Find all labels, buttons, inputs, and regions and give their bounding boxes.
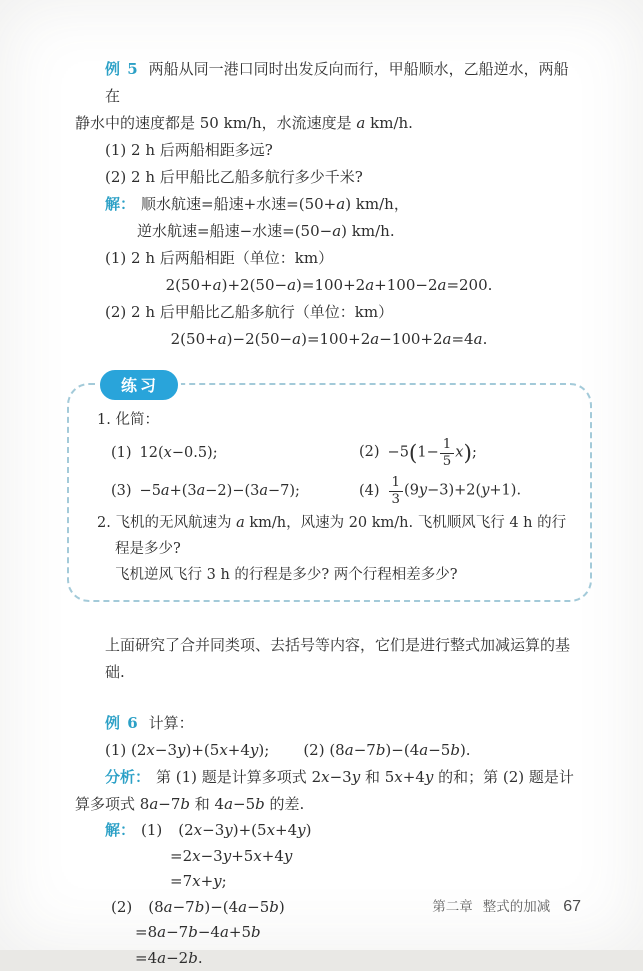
example6-section (75, 710, 583, 971)
practice-q2-line1: 2. 飞机的无风航速为 a km/h，风速为 20 km/h. 飞机顺风飞行 4 h 的行程是多少? (97, 515, 567, 558)
fraction-one-third: $\frac{1}{3}$ (389, 476, 403, 506)
example6-title: 计算： (148, 714, 194, 733)
example5-part2-title: (2) 2 h 后甲船比乙船多航行（单位：km） (105, 303, 394, 321)
example6-sol1-step2: =7x+y; (170, 872, 227, 891)
example6-sol1-head: 解： (1) (2x−3y)+(5x+4y) (105, 821, 312, 840)
example6-label: 例 6 (105, 714, 139, 733)
footer-section: 整式的加减 (482, 899, 551, 914)
practice-q1-items (111, 438, 576, 506)
solve-label-2: 解： (105, 821, 136, 840)
example5-part1-equation: 2(50+a)+2(50−a)=100+2a+100−2a=200. (165, 276, 493, 294)
example5-intro (75, 56, 583, 110)
footer-page-number: 67 (563, 898, 581, 915)
big-paren-close: ) (463, 440, 472, 466)
example5-section (75, 56, 583, 353)
example6-problem1: (1) (2x−3y)+(5x+4y); (105, 741, 270, 760)
practice-box (67, 378, 592, 602)
example6-analysis-line2: 算多项式 8a−7b 和 4a−5b 的差. (75, 795, 305, 814)
example5-part2-equation: 2(50+a)−2(50−a)=100+2a−100+2a=4a. (170, 330, 488, 348)
example6-sol2-head: (2) (8a−7b)−(4a−5b) (111, 897, 285, 916)
example5-solution-line1: 解： 顺水航速=船速+水速=(50+a) km/h， (105, 195, 409, 213)
example6-analysis-line1: 分析： 第 (1) 题是计算多项式 2x−3y 和 5x+4y 的和；第 (2) 题是计 (105, 768, 574, 787)
example6-sol2-step2: =4a−2b. (135, 948, 203, 967)
practice-item-3: (3) −5a+(3a−2)−(3a−7); (111, 483, 300, 500)
example5-question2: (2) 2 h 后甲船比乙船多航行多少千米? (105, 168, 363, 186)
analysis-label: 分析： (105, 768, 151, 787)
transition-paragraph: 上面研究了合并同类项、去括号等内容，它们是进行整式加减运算的基础. (105, 636, 571, 682)
example6-problems (75, 737, 583, 764)
practice-q1-title: 1. 化简： (97, 412, 159, 428)
example5-label: 例 5 (105, 60, 139, 78)
practice-item-2: (2) −5(1− $\frac{1}{5}$ x); (359, 437, 477, 469)
example5-part1-title: (1) 2 h 后两船相距（单位：km） (105, 249, 334, 267)
fraction-one-fifth: $\frac{1}{5}$ (440, 438, 454, 468)
example5-question1: (1) 2 h 后两船相距多远? (105, 141, 273, 159)
practice-badge: 练习 (97, 367, 181, 403)
example5-intro-line1: 两船从同一港口同时出发反向而行，甲船顺水，乙船逆水，两船在 (105, 60, 569, 105)
page-footer (432, 895, 581, 916)
big-paren-open: ( (408, 440, 418, 466)
example6-sol2-step1: =8a−7b−4a+5b (135, 923, 261, 942)
footer-chapter: 第二章 (432, 899, 473, 914)
example5-solution-line2: 逆水航速=船速−水速=(50−a) km/h. (137, 222, 395, 240)
solve-label: 解： (105, 195, 136, 213)
example6-title-line (75, 710, 583, 737)
page-content (75, 56, 583, 971)
practice-item-4: (4) $\frac{1}{3}$ (9y−3)+2(y+1). (359, 475, 522, 507)
example6-sol1-step1: =2x−3y+5x+4y (170, 846, 293, 865)
example6-problem2: (2) (8a−7b)−(4a−5b). (303, 741, 471, 760)
practice-item-1: (1) 12(x−0.5); (111, 445, 218, 462)
practice-q2-line2: 飞机逆风飞行 3 h 的行程是多少? 两个行程相差多少? (115, 567, 458, 584)
example5-intro-line2: 静水中的速度都是 50 km/h，水流速度是 a km/h. (75, 114, 413, 132)
